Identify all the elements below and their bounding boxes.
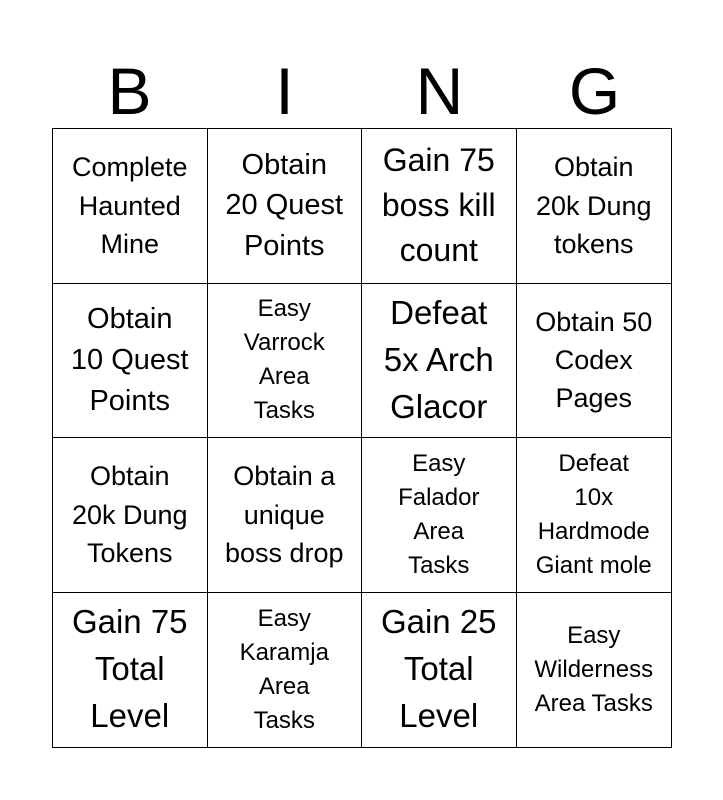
cell-text: Easy Karamja Area Tasks [239,604,329,734]
cell-text: Obtain 10 Quest Points [70,303,189,417]
cell-text: Easy Falador Area Tasks [398,449,480,579]
bingo-board [52,128,672,748]
bingo-cell[interactable] [362,129,517,284]
bingo-cell[interactable] [53,284,208,439]
cell-text: Gain 25 Total Level [380,603,497,735]
bingo-cell[interactable] [362,593,517,748]
cell-text: Complete Haunted Mine [71,152,188,259]
bingo-cell[interactable] [517,593,672,748]
cell-text: Defeat 10x Hardmode Giant mole [535,449,652,579]
bingo-cell[interactable] [208,593,363,748]
header-letter-i: I [275,54,294,128]
header-letter-n: N [415,54,464,128]
bingo-cell[interactable] [208,284,363,439]
bingo-cell[interactable] [208,438,363,593]
bingo-header [52,52,672,128]
cell-text: Gain 75 boss kill count [381,141,496,269]
cell-text: Obtain 50 Codex Pages [535,306,653,414]
cell-text: Obtain a unique boss drop [224,461,344,568]
bingo-cell[interactable] [53,129,208,284]
header-letter-b: B [107,54,152,128]
cell-text: Obtain 20k Dung tokens [535,152,652,259]
header-letter-g: G [568,54,621,128]
cell-text: Obtain 20 Quest Points [225,148,344,263]
cell-text: Defeat 5x Arch Glacor [383,293,494,425]
bingo-cell[interactable] [517,129,672,284]
cell-text: Gain 75 Total Level [71,603,188,735]
cell-text: Easy Wilderness Area Tasks [534,621,654,717]
bingo-cell[interactable] [362,438,517,593]
bingo-cell[interactable] [517,438,672,593]
cell-text: Obtain 20k Dung Tokens [71,461,188,568]
bingo-cell[interactable] [53,593,208,748]
bingo-cell[interactable] [53,438,208,593]
bingo-cell[interactable] [362,284,517,439]
cell-text: Easy Varrock Area Tasks [243,295,325,425]
bingo-cell[interactable] [208,129,363,284]
bingo-cell[interactable] [517,284,672,439]
